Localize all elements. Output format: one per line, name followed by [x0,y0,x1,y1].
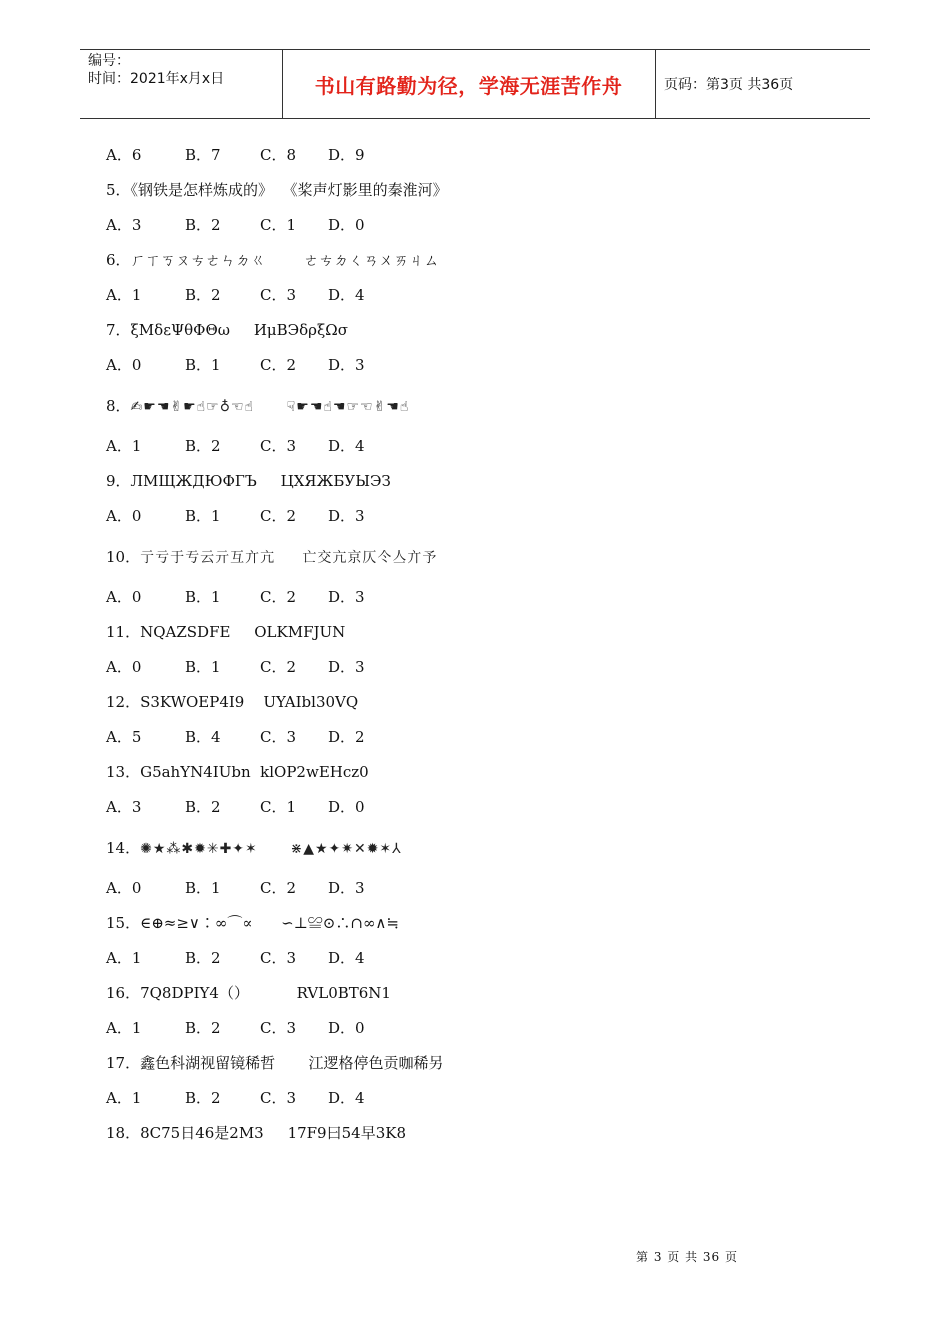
question-stem [106,1054,806,1073]
option-c: C．1 [260,216,297,234]
option-b: B．2 [185,798,221,816]
option-b: B．1 [185,588,221,606]
question-text: 5．《钢铁是怎样炼成的》 《桨声灯影里的秦淮河》 [106,181,448,199]
document-number-label: 编号： [88,53,130,69]
answer-options [106,146,806,165]
question-text: 7．ξΜδεΨθΦΘω ИμВЭδρξΩσ [106,321,348,339]
question-stem [106,321,806,340]
option-a: A．3 [106,216,142,234]
option-c: C．3 [260,949,297,967]
question-text: 8． [106,397,131,415]
symbol-sequence: ✍☛☚✌☛☝☞♁☜☝ ☟☛☚☝☚☞☜✌☚☝ [130,399,410,415]
option-d: D．4 [328,1089,365,1107]
question-stem [106,763,806,782]
question-text: 15．∈⊕≈≥∨∶∞⌒∝ ∽⊥≌⊙∴∩∞∧≒ [106,914,399,932]
option-b: B．1 [185,879,221,897]
question-stem [106,472,806,491]
question-text: 14． [106,839,141,857]
header-motto: 书山有路勤为径，学海无涯苦作舟 [314,73,623,98]
question-text: 10． [106,548,141,566]
document-time-label: 时间：2021年x月x日 [88,71,225,87]
answer-options [106,216,806,235]
question-stem [106,548,806,568]
option-d: D．0 [328,216,365,234]
question-stem [106,181,806,200]
option-c: C．2 [260,879,297,897]
option-a: A．1 [106,1019,142,1037]
header-divider [655,50,656,118]
option-c: C．3 [260,728,297,746]
option-b: B．1 [185,507,221,525]
question-text: 13．G5ahYN4IUbn klOP2wEHcz0 [106,763,369,781]
option-b: B．2 [185,1089,221,1107]
answer-options [106,949,806,968]
option-b: B．2 [185,286,221,304]
question-stem [106,251,806,270]
option-a: A．0 [106,588,142,606]
option-a: A．1 [106,949,142,967]
answer-options [106,728,806,747]
answer-options [106,286,806,305]
option-b: B．1 [185,658,221,676]
question-stem [106,839,806,859]
option-a: A．3 [106,798,142,816]
option-b: B．1 [185,356,221,374]
question-text: 18．8C75日46是2M3 17F9曰54早3K8 [106,1124,406,1142]
answer-options [106,1089,806,1108]
option-a: A．0 [106,879,142,897]
option-a: A．1 [106,437,142,455]
answer-options [106,879,806,898]
question-stem [106,623,806,642]
option-d: D．3 [328,658,365,676]
question-text: 16．7Q8DPIY4（） RVL0BT6N1 [106,984,391,1002]
option-b: B．7 [185,146,221,164]
question-stem [106,1124,806,1143]
page-header [80,49,870,119]
option-c: C．1 [260,798,297,816]
option-b: B．2 [185,1019,221,1037]
header-meta [88,52,283,88]
option-d: D．3 [328,507,365,525]
answer-options [106,1019,806,1038]
option-d: D．9 [328,146,365,164]
option-a: A．0 [106,356,142,374]
option-c: C．3 [260,1019,297,1037]
option-a: A．6 [106,146,142,164]
page-footer: 第 3 页 共 36 页 [636,1250,738,1264]
option-d: D．0 [328,1019,365,1037]
option-d: D．4 [328,286,365,304]
question-text: 17．鑫色科湖视留镜稀哲 江逻格停色贡咖稀另 [106,1054,444,1072]
option-d: D．3 [328,879,365,897]
question-text: 12．S3KWOEP4I9 UYAIbl30VQ [106,693,359,711]
answer-options [106,588,806,607]
option-a: A．1 [106,1089,142,1107]
question-list [106,146,806,1159]
option-d: D．4 [328,437,365,455]
option-b: B．2 [185,437,221,455]
option-d: D．3 [328,588,365,606]
option-d: D．3 [328,356,365,374]
option-c: C．3 [260,437,297,455]
option-a: A．0 [106,658,142,676]
option-a: A．1 [106,286,142,304]
option-a: A．0 [106,507,142,525]
symbol-sequence: ✺★⁂✱✹✳✚✦✶ ⋇▲★✦✷✕✹✶⅄ [140,841,402,857]
option-d: D．2 [328,728,365,746]
answer-options [106,356,806,375]
option-c: C．8 [260,146,297,164]
option-c: C．2 [260,507,297,525]
option-c: C．2 [260,356,297,374]
question-stem [106,984,806,1003]
option-d: D．4 [328,949,365,967]
answer-options [106,437,806,456]
option-c: C．3 [260,286,297,304]
answer-options [106,798,806,817]
question-text: 6．ㄏㄒㄎㄡㄘㄜㄣㄉㄍ ㄜㄘㄉㄑㄢㄨㄞㄐㄙ [106,251,439,269]
question-stem [106,693,806,712]
option-c: C．2 [260,658,297,676]
option-b: B．2 [185,949,221,967]
option-b: B．4 [185,728,221,746]
question-stem [106,914,806,933]
question-text: 9．ЛМЩЖДЮФГЪ ЦХЯЖБУЫЭЗ [106,472,391,490]
option-c: C．3 [260,1089,297,1107]
answer-options [106,658,806,677]
question-text: 11．NQAZSDFE OLKMFJUN [106,623,346,641]
symbol-sequence: 亍亏于亐云亓互亣亢 亡交亢京仄仒亼亣予 [140,550,438,566]
option-d: D．0 [328,798,365,816]
option-b: B．2 [185,216,221,234]
question-stem [106,397,806,417]
option-a: A．5 [106,728,142,746]
answer-options [106,507,806,526]
header-page-label: 页码：第3页 共36页 [664,77,794,93]
option-c: C．2 [260,588,297,606]
